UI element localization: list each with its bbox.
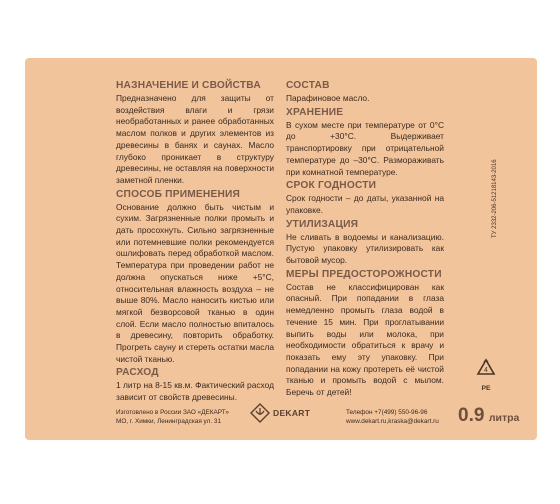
section-text-shelf-life: Срок годности – до даты, указанной на упаковке. — [286, 193, 444, 215]
section-heading-composition: СОСТАВ — [286, 80, 330, 91]
section-text-purpose: Предназначено для защиты от воздействия влаги и грязи необработанных и ранее обработанных маслом полков и других элементов из древесины в банях и саунах. Масло глубоко проникает в структуру древесины, не оставляя на поверхности заметной пленки. — [116, 93, 274, 185]
brand-name: DEKART — [273, 408, 311, 418]
section-heading-storage: ХРАНЕНИЕ — [286, 106, 344, 118]
section-heading-consumption: РАСХОД — [116, 367, 159, 379]
section-text-storage: В сухом месте при температуре от 0°С до +30°С. Выдерживает транспортировку при отрицательной температуре до –30°С. Размораживать при комнатной температуре. — [286, 119, 444, 177]
section-heading-application: СПОСОБ ПРИМЕНЕНИЯ — [116, 188, 241, 200]
phone-line: Телефон +7(499) 550-96-96 — [346, 409, 428, 416]
left-column — [116, 78, 274, 405]
recycle-code: PE — [481, 385, 491, 392]
web-line: www.dekart.ru,kraska@dekart.ru — [346, 418, 439, 425]
section-text-composition: Парафиновое масло. — [286, 93, 370, 103]
spec-code: ТУ 2332-206-51218143-2016 — [492, 159, 498, 238]
recycle-icon — [475, 358, 497, 380]
section-text-application: Основание должно быть чистым и сухим. Загрязненные полки промыть и дать просохнуть. Сильно загрязненные или потемневшие полки рекомендуется ошлифовать перед обработкой маслом. Температура при проведении работ не должна опускаться ниже +5°С, относительная влажность воздуха – не выше 80%. Масло наносить кистью или мягкой безворсовой тканью в один слой. Если масло полностью впиталось в древесину, повторить обработку. Прогреть сауну и стереть остатки масла чистой тканью. — [116, 201, 274, 364]
right-column — [286, 78, 444, 400]
contact-info — [346, 408, 456, 426]
section-text-precautions: Состав не классифицирован как опасный. При попадании в глаза немедленно промыть глаза водой в течение 15 мин. При проглатывании выпить воды или молока, при необходимости обратиться к врачу и показать ему эту упаковку. При попадании на кожу протереть её чистой тканью и промыть водой с мылом. Беречь от детей! — [286, 281, 444, 398]
volume-number: 0.9 — [458, 405, 485, 426]
volume — [458, 405, 519, 427]
manufacturer-line-2: МО, г. Химки, Ленинградская ул. 31 — [116, 418, 221, 425]
section-text-disposal: Не сливать в водоемы и канализацию. Пустую упаковку утилизировать как бытовой мусор. — [286, 231, 444, 266]
section-heading-disposal: УТИЛИЗАЦИЯ — [286, 218, 359, 230]
brand-emblem-icon — [250, 403, 270, 423]
section-heading-shelf-life: СРОК ГОДНОСТИ — [286, 180, 377, 192]
manufacturer-line-1: Изготовлено в России ЗАО «ДЕКАРТ» — [116, 409, 229, 416]
label-panel — [25, 58, 537, 440]
recycle-number: 4 — [484, 367, 488, 374]
recycle-mark — [474, 358, 498, 398]
section-heading-purpose: НАЗНАЧЕНИЕ И СВОЙСТВА — [116, 80, 261, 91]
section-text-consumption: 1 литр на 8-15 кв.м. Фактический расход зависит от свойств древесины. — [116, 380, 274, 403]
volume-unit: литра — [488, 412, 520, 424]
section-heading-precautions: МЕРЫ ПРЕДОСТОРОЖНОСТИ — [286, 268, 442, 280]
brand-logo — [250, 403, 310, 423]
manufacturer-info — [116, 408, 256, 426]
